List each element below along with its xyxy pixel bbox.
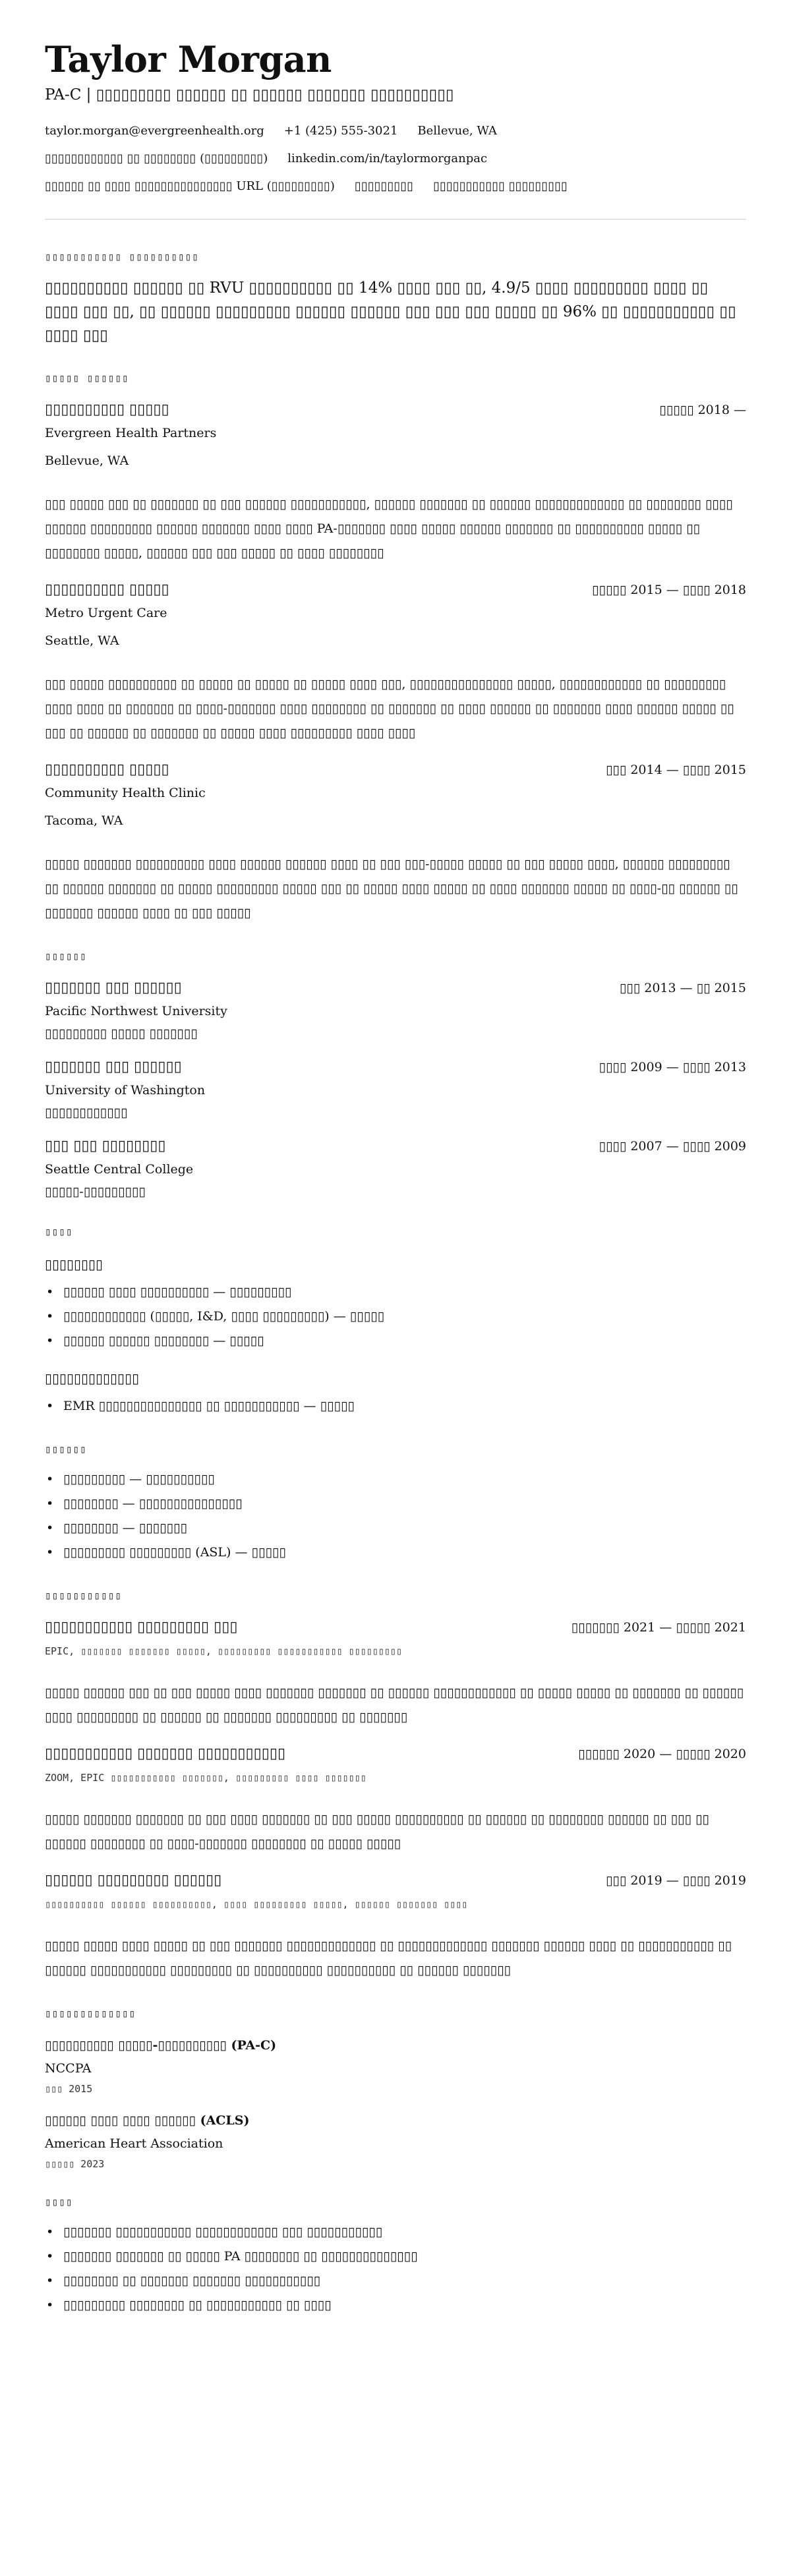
language-item: • ▯▯▯▯▯▯▯▯ — ▯▯▯▯▯▯▯▯▯▯▯▯▯▯▯ [45,1492,746,1516]
employer: Community Health Clinic [45,786,206,800]
project-description: ▯▯▯▯▯ ▯▯▯▯▯▯▯ ▯▯▯▯▯▯▯ ▯▯ ▯▯▯ ▯▯▯▯ ▯▯▯▯▯▯▯ ▯▯ ▯▯▯ ▯▯▯▯▯ ▯▯▯▯▯▯▯▯▯▯ ▯▯ ▯▯▯▯▯▯ ▯▯ ▯▯▯▯▯▯▯▯ ▯▯▯▯▯▯ ▯▯ ▯▯▯ ▯▯ ▯▯▯▯▯▯ ▯▯▯▯▯▯▯▯ ▯▯ ▯▯▯▯-▯▯▯▯▯▯▯ ▯▯▯▯▯▯▯▯ ▯▯ ▯▯▯▯▯ ▯▯▯▯▯ [45,1812,709,1851]
language-list [45,1467,746,1565]
resume-header [45,38,746,195]
language-item: • ▯▯▯▯▯▯▯▯▯ ▯▯▯▯▯▯▯▯▯ (ASL) — ▯▯▯▯▯ [45,1540,746,1565]
summary-text: ▯▯▯▯▯▯▯▯▯▯ ▯▯▯▯▯▯ ▯▯ RVU ▯▯▯▯▯▯▯▯▯▯ ▯▯ 14% ▯▯▯▯ ▯▯▯ ▯▯, 4.9/5 ▯▯▯▯ ▯▯▯▯▯▯▯▯▯ ▯▯▯▯ ▯▯ ▯▯▯▯ ▯▯▯ ▯▯, ▯▯ ▯▯▯▯▯▯ ▯▯▯▯▯▯▯▯▯ ▯▯▯▯▯▯ ▯▯▯▯▯▯ ▯▯▯ ▯▯▯ ▯▯▯ ▯▯▯▯▯ ▯▯ 96% ▯▯ ▯▯▯▯▯▯▯▯▯▯▯ ▯▯ ▯▯▯▯ ▯▯▯ [45,279,736,344]
education-dates: ▯▯▯ 2013 — ▯▯ 2015 [619,981,746,995]
degree-title: ▯▯▯ ▯▯▯ ▯▯▯▯▯▯▯▯ [45,1138,166,1154]
field-of-study: ▯▯▯▯▯▯▯▯▯▯▯▯ [45,1105,128,1120]
phone-link[interactable]: +1 (425) 555-3021 [283,124,398,138]
project-entry [45,1871,746,1983]
certification-issuer: NCCPA [45,2061,92,2076]
field-of-study: ▯▯▯▯▯-▯▯▯▯▯▯▯▯▯ [45,1185,146,1199]
employer: Evergreen Health Partners [45,426,217,440]
contact-row-3-item[interactable]: ▯▯▯▯▯▯▯▯▯ [354,179,414,193]
skill-list [45,1394,746,1419]
website-link[interactable]: ▯▯▯▯▯▯▯▯▯▯▯▯ ▯▯ ▯▯▯▯▯▯▯▯ (▯▯▯▯▯▯▯▯▯) [45,152,268,165]
project-entry [45,1618,746,1730]
certifications-label: ▯▯▯▯▯▯▯▯▯▯▯▯▯ [45,2007,136,2020]
education-dates: ▯▯▯▯ 2009 — ▯▯▯▯ 2013 [599,1060,746,1074]
project-dates: ▯▯▯▯▯▯ 2020 — ▯▯▯▯▯ 2020 [578,1747,746,1761]
experience-entry [45,580,746,746]
linkedin-link[interactable]: linkedin.com/in/taylormorganpac [287,152,488,165]
degree-title: ▯▯▯▯▯▯▯ ▯▯▯ ▯▯▯▯▯▯ [45,1059,182,1075]
headline: PA-C | ▯▯▯▯▯▯▯▯▯ ▯▯▯▯▯▯ ▯▯ ▯▯▯▯▯▯ ▯▯▯▯▯▯▯ ▯▯▯▯▯▯▯▯▯▯ [45,86,454,103]
field-of-study: ▯▯▯▯▯▯▯▯▯ ▯▯▯▯▯ ▯▯▯▯▯▯▯ [45,1026,198,1041]
employer: Metro Urgent Care [45,606,167,620]
certifications-section [45,2006,746,2171]
job-location: Bellevue, WA [45,454,129,468]
certification-entry [45,2111,746,2171]
project-tools: EPIC, ▯▯▯▯▯▯▯ ▯▯▯▯▯▯▯ ▯▯▯▯▯, ▯▯▯▯▯▯▯▯▯ ▯▯▯▯▯▯▯▯▯▯▯ ▯▯▯▯▯▯▯▯▯ [45,1645,402,1657]
certification-entry [45,2035,746,2096]
projects-label: ▯▯▯▯▯▯▯▯▯▯▯ [45,1589,122,1602]
location-text: Bellevue, WA [417,124,497,138]
language-item: • ▯▯▯▯▯▯▯▯ — ▯▯▯▯▯▯▯ [45,1516,746,1540]
contact-row-3-item[interactable]: ▯▯▯▯▯▯▯▯▯▯▯ ▯▯▯▯▯▯▯▯▯ [433,179,568,193]
school-name: Seattle Central College [45,1162,194,1177]
job-dates: ▯▯▯ 2014 — ▯▯▯▯ 2015 [605,763,746,777]
summary-section [45,250,746,347]
skill-group-title: ▯▯▯▯▯▯▯▯▯▯▯▯▯ [45,1370,140,1386]
interest-item: • ▯▯▯▯▯▯▯ ▯▯▯▯▯▯▯ ▯▯ ▯▯▯▯▯ PA ▯▯▯▯▯▯▯▯ ▯▯ ▯▯▯▯▯▯▯▯▯▯▯▯▯▯ [45,2244,746,2269]
skill-group-title: ▯▯▯▯▯▯▯▯ [45,1256,103,1272]
education-entry [45,978,746,1043]
project-title: ▯▯▯▯▯▯▯▯▯▯▯ ▯▯▯▯▯▯▯ ▯▯▯▯▯▯▯▯▯▯▯ [45,1745,286,1762]
job-title: ▯▯▯▯▯▯▯▯▯▯ ▯▯▯▯▯ [45,401,169,418]
job-dates: ▯▯▯▯▯ 2015 — ▯▯▯▯ 2018 [592,583,746,597]
job-description: ▯▯▯ ▯▯▯▯▯ ▯▯▯ ▯▯ ▯▯▯▯▯▯▯ ▯▯ ▯▯▯ ▯▯▯▯▯▯ ▯▯▯▯▯▯▯▯▯▯▯, ▯▯▯▯▯▯ ▯▯▯▯▯▯▯ ▯▯ ▯▯▯▯▯▯ ▯▯▯▯▯▯▯▯▯▯▯▯▯ ▯▯ ▯▯▯▯▯▯▯▯ ▯▯▯▯ ▯▯▯▯▯▯ ▯▯▯▯▯▯▯▯▯ ▯▯▯▯▯▯ ▯▯▯▯▯▯▯ ▯▯▯▯ ▯▯▯▯ PA-▯▯▯▯▯▯▯ ▯▯▯▯ ▯▯▯▯▯ ▯▯▯▯▯▯ ▯▯▯▯▯▯▯ ▯▯ ▯▯▯▯▯▯▯▯▯▯ ▯▯▯▯▯ ▯▯ ▯▯▯▯▯▯▯▯ ▯▯▯▯▯, ▯▯▯▯▯▯ ▯▯▯ ▯▯▯ ▯▯▯▯▯ ▯▯ ▯▯▯▯ ▯▯▯▯▯▯▯▯ [45,497,733,560]
skill-item: • ▯▯▯▯▯▯ ▯▯▯▯▯▯ ▯▯▯▯▯▯▯▯ — ▯▯▯▯▯ [45,1329,746,1353]
interest-list [45,2220,746,2318]
language-item: • ▯▯▯▯▯▯▯▯▯ — ▯▯▯▯▯▯▯▯▯▯ [45,1467,746,1492]
certification-title: ▯▯▯▯▯▯ ▯▯▯▯ ▯▯▯▯ ▯▯▯▯▯▯ (ACLS) [45,2113,250,2128]
education-entry [45,1136,746,1201]
experience-entry [45,400,746,566]
skill-item: • EMR ▯▯▯▯▯▯▯▯▯▯▯▯▯▯▯ ▯▯ ▯▯▯▯▯▯▯▯▯▯▯ — ▯▯▯▯▯ [45,1394,746,1419]
skill-list [45,1280,746,1353]
experience-section [45,371,746,925]
interest-item: • ▯▯▯▯▯▯▯▯ ▯▯ ▯▯▯▯▯▯▯ ▯▯▯▯▯▯▯ ▯▯▯▯▯▯▯▯▯▯▯ [45,2269,746,2293]
summary-label: ▯▯▯▯▯▯▯▯▯▯▯ ▯▯▯▯▯▯▯▯▯▯ [45,250,199,263]
project-title: ▯▯▯▯▯▯ ▯▯▯▯▯▯▯▯▯ ▯▯▯▯▯▯ [45,1872,222,1888]
project-dates: ▯▯▯▯▯▯▯ 2021 — ▯▯▯▯▯ 2021 [571,1620,746,1635]
contact-row-3 [45,178,746,195]
project-tools: ZOOM, EPIC ▯▯▯▯▯▯▯▯▯▯▯ ▯▯▯▯▯▯▯, ▯▯▯▯▯▯▯▯▯ ▯▯▯▯ ▯▯▯▯▯▯▯ [45,1772,366,1784]
experience-label: ▯▯▯▯▯ ▯▯▯▯▯▯ [45,372,129,384]
job-title: ▯▯▯▯▯▯▯▯▯▯ ▯▯▯▯▯ [45,761,169,778]
job-location: Tacoma, WA [45,813,123,828]
project-description: ▯▯▯▯▯ ▯▯▯▯▯▯ ▯▯▯ ▯▯ ▯▯▯ ▯▯▯▯▯ ▯▯▯▯ ▯▯▯▯▯▯▯ ▯▯▯▯▯▯▯ ▯▯ ▯▯▯▯▯▯ ▯▯▯▯▯▯▯▯▯▯▯▯ ▯▯ ▯▯▯▯▯ ▯▯▯▯▯ ▯▯ ▯▯▯▯▯▯▯ ▯▯ ▯▯▯▯▯▯ ▯▯▯▯ ▯▯▯▯▯▯▯▯▯ ▯▯ ▯▯▯▯▯▯ ▯▯ ▯▯▯▯▯▯▯ ▯▯▯▯▯▯▯▯▯ ▯▯ ▯▯▯▯▯▯▯ [45,1685,744,1724]
languages-section [45,1442,746,1565]
education-label: ▯▯▯▯▯▯ [45,950,87,962]
project-title: ▯▯▯▯▯▯▯▯▯▯▯ ▯▯▯▯▯▯▯▯▯ ▯▯▯ [45,1619,238,1635]
contact-row-1 [45,123,746,140]
header-divider [45,219,746,220]
degree-title: ▯▯▯▯▯▯▯ ▯▯▯ ▯▯▯▯▯▯ [45,980,182,996]
job-description: ▯▯▯▯▯ ▯▯▯▯▯▯▯ ▯▯▯▯▯▯▯▯▯▯ ▯▯▯▯ ▯▯▯▯▯▯ ▯▯▯▯▯▯ ▯▯▯▯ ▯▯ ▯▯▯ ▯▯▯-▯▯▯▯▯ ▯▯▯▯▯ ▯▯ ▯▯▯ ▯▯▯▯▯ ▯▯▯▯, ▯▯▯▯▯▯ ▯▯▯▯▯▯▯▯▯ ▯▯ ▯▯▯▯▯▯ ▯▯▯▯▯▯▯ ▯▯ ▯▯▯▯▯ ▯▯▯▯▯▯▯▯▯ ▯▯▯▯▯ ▯▯▯ ▯▯ ▯▯▯▯▯ ▯▯▯▯ ▯▯▯▯▯ ▯▯ ▯▯▯▯ ▯▯▯▯▯▯▯ ▯▯▯▯▯ ▯▯ ▯▯▯▯-▯▯ ▯▯▯▯▯▯ ▯▯ ▯▯▯▯▯▯▯ ▯▯▯▯▯▯ ▯▯▯▯ ▯▯ ▯▯▯ ▯▯▯▯▯ [45,857,738,920]
education-entry [45,1057,746,1122]
skills-label: ▯▯▯▯ [45,1225,73,1238]
job-description: ▯▯▯ ▯▯▯▯▯ ▯▯▯▯▯▯▯▯▯▯ ▯▯ ▯▯▯▯▯ ▯▯ ▯▯▯▯▯ ▯▯ ▯▯▯▯▯ ▯▯▯▯ ▯▯▯, ▯▯▯▯▯▯▯▯▯▯▯▯▯▯▯ ▯▯▯▯▯, ▯▯▯▯▯▯▯▯▯▯▯▯ ▯▯ ▯▯▯▯▯▯▯▯▯ ▯▯▯▯ ▯▯▯▯ ▯▯ ▯▯▯▯▯▯▯ ▯▯ ▯▯▯▯-▯▯▯▯▯▯▯ ▯▯▯▯ ▯▯▯▯▯▯▯▯ ▯▯ ▯▯▯▯▯▯▯ ▯▯ ▯▯▯▯ ▯▯▯▯▯▯ ▯▯ ▯▯▯▯▯▯▯ ▯▯▯▯ ▯▯▯▯▯▯ ▯▯▯▯▯ ▯▯ ▯▯▯ ▯▯ ▯▯▯▯▯▯ ▯▯ ▯▯▯▯▯▯▯ ▯▯ ▯▯▯▯▯ ▯▯▯▯ ▯▯▯▯▯▯▯▯▯ ▯▯▯▯ ▯▯▯▯ [45,677,734,740]
job-dates: ▯▯▯▯▯ 2018 — [659,403,746,417]
project-tools: ▯▯▯▯▯▯▯▯▯▯ ▯▯▯▯▯▯ ▯▯▯▯▯▯▯▯▯▯, ▯▯▯▯ ▯▯▯▯▯▯▯▯▯ ▯▯▯▯▯, ▯▯▯▯▯▯ ▯▯▯▯▯▯▯ ▯▯▯▯ [45,1898,468,1910]
project-entry [45,1744,746,1856]
languages-label: ▯▯▯▯▯▯ [45,1443,87,1455]
certification-issuer: American Heart Association [45,2136,223,2151]
contact-row-2 [45,150,746,167]
job-title: ▯▯▯▯▯▯▯▯▯▯ ▯▯▯▯▯ [45,581,169,598]
school-name: University of Washington [45,1083,206,1098]
certification-date: ▯▯▯ 2015 [45,2083,93,2095]
skills-section [45,1225,746,1419]
email-link[interactable]: taylor.morgan@evergreenhealth.org [45,124,264,138]
skill-item: • ▯▯▯▯▯▯▯▯▯▯▯▯ (▯▯▯▯▯, I&D, ▯▯▯▯ ▯▯▯▯▯▯▯▯▯) — ▯▯▯▯▯ [45,1304,746,1329]
projects-section [45,1589,746,1983]
interests-section [45,2195,746,2318]
experience-entry [45,760,746,925]
education-section [45,949,746,1201]
job-location: Seattle, WA [45,633,119,648]
certification-date: ▯▯▯▯▯ 2023 [45,2158,105,2170]
education-dates: ▯▯▯▯ 2007 — ▯▯▯▯ 2009 [599,1139,746,1154]
interests-label: ▯▯▯▯ [45,2196,73,2208]
interest-item: • ▯▯▯▯▯▯▯▯▯ ▯▯▯▯▯▯▯▯ ▯▯ ▯▯▯▯▯▯▯▯▯▯▯ ▯▯ ▯▯▯▯ [45,2293,746,2318]
skill-item: • ▯▯▯▯▯▯ ▯▯▯▯ ▯▯▯▯▯▯▯▯▯▯ — ▯▯▯▯▯▯▯▯▯ [45,1280,746,1304]
interest-item: • ▯▯▯▯▯▯▯ ▯▯▯▯▯▯▯▯▯▯▯ ▯▯▯▯▯▯▯▯▯▯▯▯ ▯▯▯ ▯▯▯▯▯▯▯▯▯▯▯ [45,2220,746,2244]
school-name: Pacific Northwest University [45,1004,227,1018]
contact-row-3-item[interactable]: ▯▯▯▯▯▯ ▯▯ ▯▯▯▯ ▯▯▯▯▯▯▯▯▯▯▯▯▯▯▯ URL (▯▯▯▯▯▯▯▯▯) [45,179,335,193]
candidate-name: Taylor Morgan [45,38,332,80]
project-dates: ▯▯▯ 2019 — ▯▯▯▯ 2019 [605,1873,746,1888]
project-description: ▯▯▯▯▯ ▯▯▯▯▯ ▯▯▯▯ ▯▯▯▯▯ ▯▯ ▯▯▯ ▯▯▯▯▯▯▯ ▯▯▯▯▯▯▯▯▯▯▯▯▯ ▯▯ ▯▯▯▯▯▯▯▯▯▯▯▯▯ ▯▯▯▯▯▯▯ ▯▯▯▯▯▯ ▯▯▯▯ ▯▯ ▯▯▯▯▯▯▯▯▯▯▯ ▯▯ ▯▯▯▯▯▯ ▯▯▯▯▯▯▯▯▯▯▯ ▯▯▯▯▯▯▯▯▯ ▯▯ ▯▯▯▯▯▯▯▯▯▯ ▯▯▯▯▯▯▯▯▯▯ ▯▯ ▯▯▯▯▯▯ ▯▯▯▯▯▯▯ [45,1939,732,1977]
certification-title: ▯▯▯▯▯▯▯▯▯▯ ▯▯▯▯▯-▯▯▯▯▯▯▯▯▯▯ (PA-C) [45,2038,277,2053]
